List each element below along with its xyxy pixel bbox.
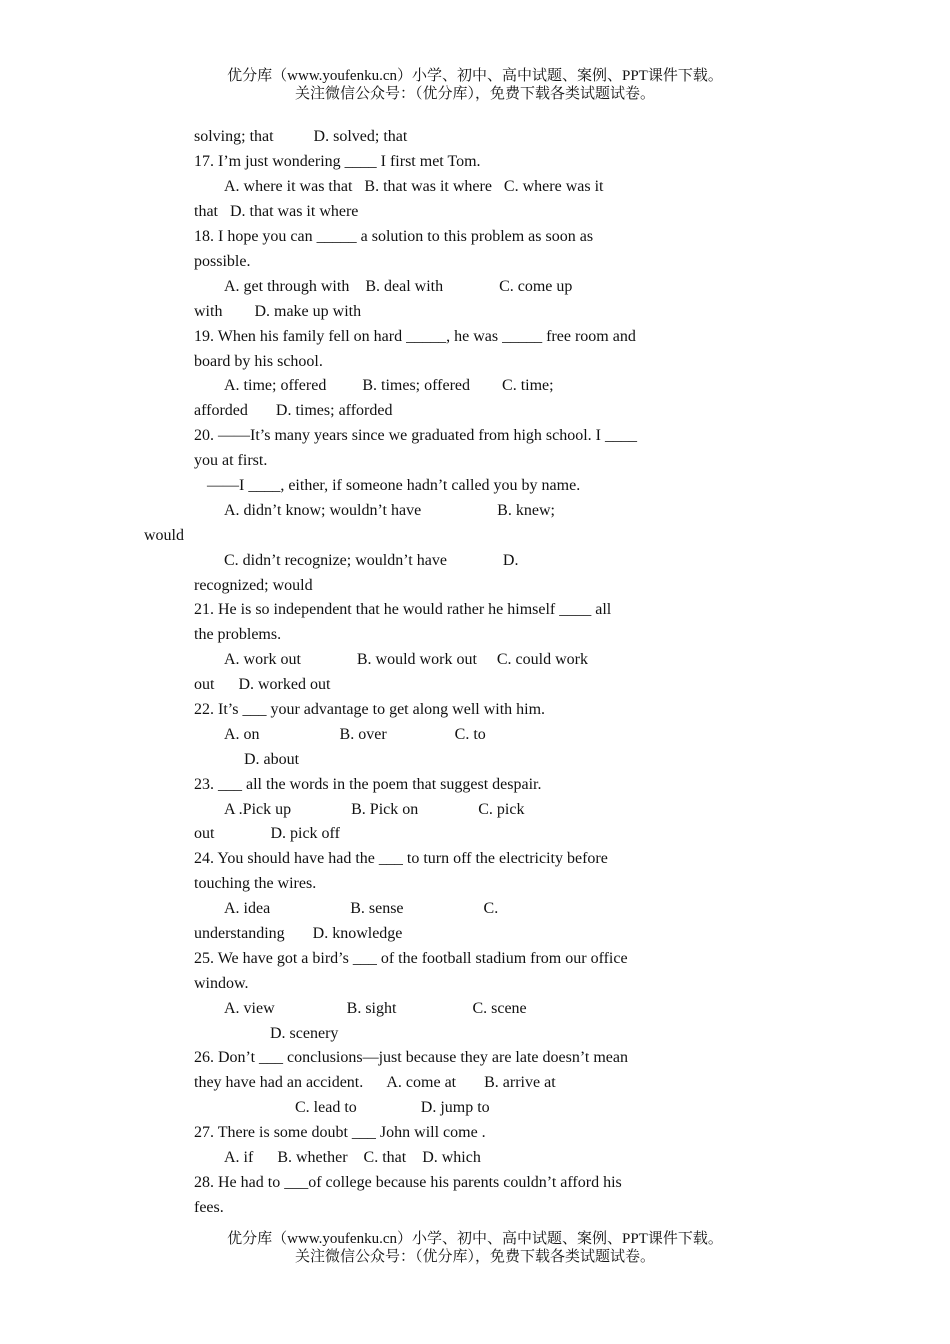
- text-line: out D. worked out: [194, 676, 331, 693]
- question-19-options: A. time; offered B. times; offered C. time;: [224, 377, 554, 394]
- question-23-options: A .Pick up B. Pick on C. pick: [224, 801, 525, 818]
- question-26-options: they have had an accident. A. come at B. arrive at: [194, 1074, 556, 1091]
- text-line: would: [144, 527, 184, 544]
- text-line: afforded D. times; afforded: [194, 402, 393, 419]
- question-24-options: A. idea B. sense C.: [224, 900, 499, 917]
- question-20-reply: ——I ____, either, if someone hadn’t called you by name.: [207, 477, 581, 494]
- page-header: [0, 67, 950, 103]
- text-line: fees.: [194, 1199, 224, 1216]
- question-18: 18. I hope you can _____ a solution to this problem as soon as: [194, 228, 594, 245]
- question-19: 19. When his family fell on hard _____, he was _____ free room and: [194, 328, 636, 345]
- question-21: 21. He is so independent that he would rather he himself ____ all: [194, 601, 612, 618]
- footer-line-2: 关注微信公众号：（优分库），免费下载各类试题试卷。: [294, 1249, 655, 1265]
- text-line: window.: [194, 975, 249, 992]
- text-line: with D. make up with: [194, 303, 362, 320]
- question-17: 17. I’m just wondering ____ I first met Tom.: [194, 153, 481, 170]
- text-line: the problems.: [194, 626, 282, 643]
- text-line: board by his school.: [194, 353, 323, 370]
- text-line: D. about: [244, 751, 300, 768]
- text-line: that D. that was it where: [194, 203, 359, 220]
- page-footer: [0, 1230, 950, 1266]
- question-22: 22. It’s ___ your advantage to get along well with him.: [194, 701, 546, 718]
- question-25: 25. We have got a bird’s ___ of the football stadium from our office: [194, 950, 628, 967]
- question-28: 28. He had to ___of college because his parents couldn’t afford his: [194, 1174, 622, 1191]
- header-line-1: 优分库（www.youfenku.cn）小学、初中、高中试题、案例、PPT课件下载。: [227, 68, 723, 84]
- question-21-options: A. work out B. would work out C. could work: [224, 651, 588, 668]
- question-27-options: A. if B. whether C. that D. which: [224, 1149, 481, 1166]
- question-26-options-2: C. lead to D. jump to: [295, 1099, 490, 1116]
- footer-line-1: 优分库（www.youfenku.cn）小学、初中、高中试题、案例、PPT课件下载。: [227, 1231, 723, 1247]
- text-line: recognized; would: [194, 577, 313, 594]
- question-18-options: A. get through with B. deal with C. come up: [224, 278, 573, 295]
- text-line: possible.: [194, 253, 251, 270]
- question-23: 23. ___ all the words in the poem that suggest despair.: [194, 776, 542, 793]
- question-20: 20. ——It’s many years since we graduated from high school. I ____: [194, 427, 638, 444]
- text-line: out D. pick off: [194, 825, 340, 842]
- question-22-options: A. on B. over C. to: [224, 726, 486, 743]
- text-line: touching the wires.: [194, 875, 317, 892]
- question-24: 24. You should have had the ___ to turn off the electricity before: [194, 850, 608, 867]
- question-20-options: A. didn’t know; wouldn’t have B. knew;: [224, 502, 555, 519]
- text-line: you at first.: [194, 452, 268, 469]
- question-17-options: A. where it was that B. that was it where C. where was it: [224, 178, 604, 195]
- question-25-options: A. view B. sight C. scene: [224, 1000, 527, 1017]
- question-20-options-2: C. didn’t recognize; wouldn’t have D.: [224, 552, 519, 569]
- header-line-2: 关注微信公众号：（优分库），免费下载各类试题试卷。: [294, 86, 655, 102]
- text-line: understanding D. knowledge: [194, 925, 403, 942]
- question-26: 26. Don’t ___ conclusions—just because they are late doesn’t mean: [194, 1049, 628, 1066]
- text-line: solving; that D. solved; that: [194, 128, 408, 145]
- question-27: 27. There is some doubt ___ John will come .: [194, 1124, 486, 1141]
- text-line: D. scenery: [270, 1025, 339, 1042]
